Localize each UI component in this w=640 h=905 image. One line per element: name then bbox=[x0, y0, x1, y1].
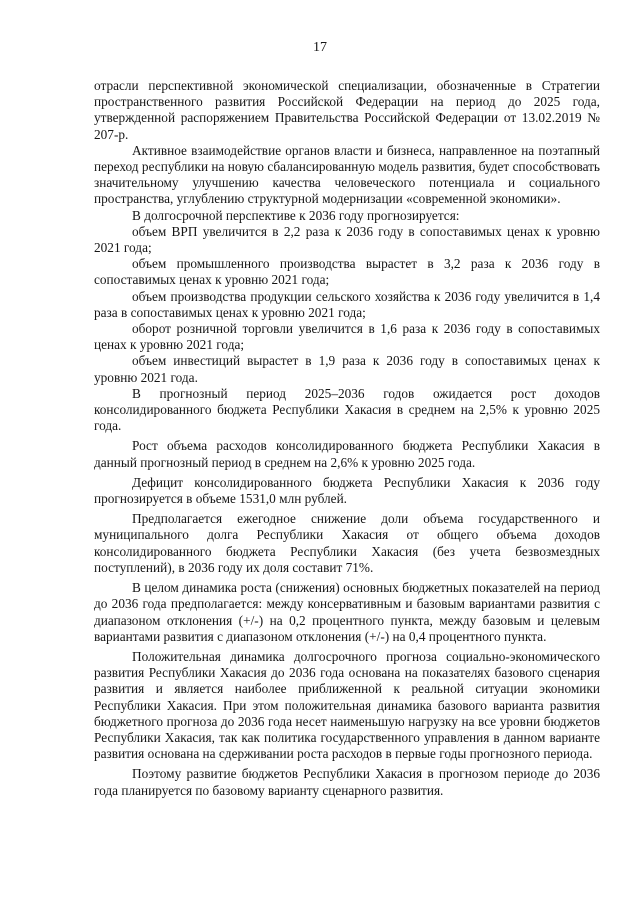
paragraph-grp: объем ВРП увеличится в 2,2 раза к 2036 году в сопоставимых ценах к уровню 2021 года; bbox=[94, 223, 600, 256]
paragraph-agriculture: объем производства продукции сельского хозяйства к 2036 году увеличится в 1,4 раза в сопоставимых ценах к уровню 2021 года; bbox=[94, 288, 600, 320]
document-body bbox=[94, 78, 600, 799]
paragraph-conclusion: Поэтому развитие бюджетов Республики Хакасия в прогнозом периоде до 2036 года планируется по базовому варианту сценарного развития. bbox=[94, 766, 600, 798]
paragraph-expenditure: Рост объема расходов консолидированного бюджета Республики Хакасия в данный прогнозный период в среднем на 2,6% к уровню 2025 года. bbox=[94, 438, 600, 470]
paragraph-debt: Предполагается ежегодное снижение доли объема государственного и муниципального долга Республики Хакасия от общего объема доходов консолидированного бюджета Республики Хакасия (без учета безвозмездных поступлений), в 2036 году их доля составит 71%. bbox=[94, 511, 600, 575]
paragraph-forecast-intro: В долгосрочной перспективе к 2036 году прогнозируется: bbox=[132, 207, 460, 223]
paragraph-interaction: Активное взаимодействие органов власти и бизнеса, направленное на поэтапный переход республики на новую сбалансированную модель развития, будет способствовать значительному улучшению качества человеческого потенциала и социального пространства, углублению структурной модернизации «современной экономики». bbox=[94, 142, 600, 207]
paragraph-positive-dynamics: Положительная динамика долгосрочного прогноза социально-экономического развития Республики Хакасия до 2036 года основана на показателях базового сценария развития и является наиболее приближенной к реальной ситуации экономики Республики Хакасия. При этом положительная динамика базового варианта развития бюджетного прогноза до 2036 года несет наименьшую нагрузку на все уровни бюджетов Республики Хакасия, так как политика государственного управления в данном варианте развития основана на сдерживании роста расходов в первые годы прогнозного периода. bbox=[94, 648, 600, 762]
paragraph-dynamics: В целом динамика роста (снижения) основных бюджетных показателей на период до 2036 года предполагается: между консервативным и базовым вариантами развития с диапазоном отклонения (+/-) на 0,2 процентного пункта, между базовым и целевым вариантами развития с диапазоном отклонения (+/-) на 0,4 процентного пункта. bbox=[94, 580, 600, 644]
paragraph-deficit: Дефицит консолидированного бюджета Республики Хакасия к 2036 году прогнозируется в объеме 1531,0 млн рублей. bbox=[94, 474, 600, 507]
paragraph-retail: оборот розничной торговли увеличится в 1,6 раза к 2036 году в сопоставимых ценах к уровню 2021 года; bbox=[94, 321, 600, 353]
page-number: 17 bbox=[313, 40, 327, 55]
paragraph-revenue: В прогнозный период 2025–2036 годов ожидается рост доходов консолидированного бюджета Республики Хакасия в среднем на 2,5% к уровню 2025 года. bbox=[94, 385, 600, 434]
paragraph-industry: объем промышленного производства вырастет в 3,2 раза к 2036 году в сопоставимых ценах к уровню 2021 года; bbox=[94, 256, 600, 288]
paragraph-investment: объем инвестиций вырастет в 1,9 раза к 2036 году в сопоставимых ценах к уровню 2021 года. bbox=[94, 353, 600, 385]
paragraph-strategy-continuation: отрасли перспективной экономической специализации, обозначенные в Стратегии пространственного развития Российской Федерации на период до 2025 года, утвержденной распоряжением Правительства Российской Федерации от 13.02.2019 № 207-р. bbox=[94, 78, 600, 142]
